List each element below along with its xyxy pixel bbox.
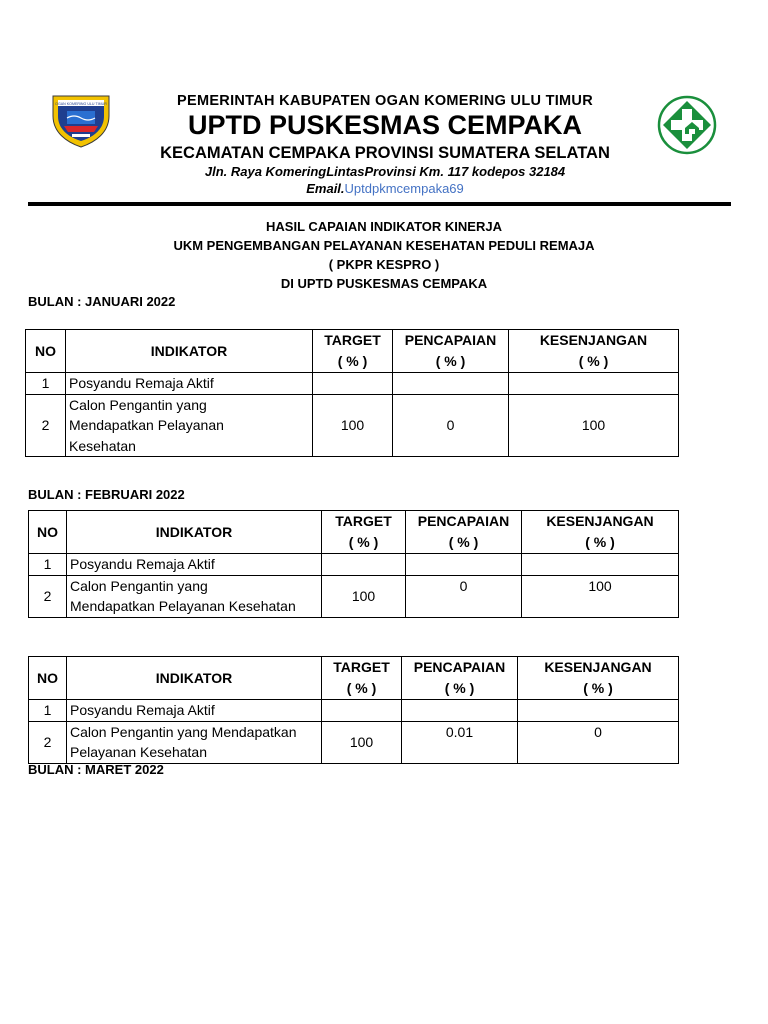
col-header-indikator: INDIKATOR [66,330,313,373]
cell-target: 100 [322,575,406,617]
table-row [29,700,679,722]
regency-crest-logo [50,94,112,148]
col-header-no: NO [29,657,67,700]
cell-no: 2 [26,394,66,457]
report-title-line-3: ( PKPR KESPRO ) [328,257,440,272]
cell-pencapaian [406,554,522,576]
cell-kesenjangan: 100 [509,394,679,457]
email-label: Email. [306,181,345,196]
col-header-target: TARGET ( % ) [322,657,402,700]
government-name: PEMERINTAH KABUPATEN OGAN KOMERING ULU TIMUR [177,93,593,109]
puskesmas-logo [656,94,718,156]
cell-target: 100 [313,394,393,457]
cell-pencapaian: 0.01 [402,721,518,763]
col-header-no: NO [26,330,66,373]
cell-target [322,700,402,722]
cell-kesenjangan: 100 [522,575,679,617]
cell-target: 100 [322,721,402,763]
cell-pencapaian [393,373,509,395]
col-header-pencapaian: PENCAPAIAN ( % ) [402,657,518,700]
cell-pencapaian: 0 [406,575,522,617]
col-header-indikator: INDIKATOR [67,657,322,700]
indicator-table-march [28,656,679,764]
cell-pencapaian [402,700,518,722]
institution-name: UPTD PUSKESMAS CEMPAKA [187,110,583,140]
col-header-indikator: INDIKATOR [67,511,322,554]
report-title-line-4: DI UPTD PUSKESMAS CEMPAKA [280,276,488,291]
cell-indikator: Posyandu Remaja Aktif [66,373,313,395]
table-row [29,721,679,763]
table-row [26,373,679,395]
cell-indikator: Posyandu Remaja Aktif [67,700,322,722]
crest-lettering: OGAN KOMERING ULU TIMUR [55,102,107,106]
cell-no: 1 [29,554,67,576]
address-line: Jln. Raya KomeringLintasProvinsi Km. 117 kodepos 32184 [204,164,566,179]
report-title-line-1: HASIL CAPAIAN INDIKATOR KINERJA [266,219,502,234]
cell-kesenjangan: 0 [518,721,679,763]
district-line: KECAMATAN CEMPAKA PROVINSI SUMATERA SELATAN [160,144,610,162]
table-row [26,394,679,457]
cell-indikator: Calon Pengantin yang Mendapatkan Pelayanan Kesehatan [66,394,313,457]
cell-no: 2 [29,721,67,763]
email-line [130,181,640,196]
col-header-kesenjangan: KESENJANGAN ( % ) [509,330,679,373]
cell-no: 1 [26,373,66,395]
table-row [29,554,679,576]
report-title-line-2: UKM PENGEMBANGAN PELAYANAN KESEHATAN PEDULI REMAJA [173,238,595,253]
col-header-target: TARGET ( % ) [313,330,393,373]
cell-kesenjangan [522,554,679,576]
month-label: BULAN : FEBRUARI 2022 [28,487,185,502]
col-header-kesenjangan: KESENJANGAN ( % ) [518,657,679,700]
cell-pencapaian: 0 [393,394,509,457]
col-header-pencapaian: PENCAPAIAN ( % ) [393,330,509,373]
indicator-table-january [25,329,679,457]
table-row [29,575,679,617]
indicator-table-february [28,510,679,618]
month-label: BULAN : MARET 2022 [28,762,164,777]
email-link[interactable]: Uptdpkmcempaka69 [344,181,464,196]
table-header-row [29,511,679,554]
cell-indikator: Calon Pengantin yang Mendapatkan Pelayanan Kesehatan [67,721,322,763]
header-divider [28,202,731,206]
table-header-row [29,657,679,700]
cell-indikator: Calon Pengantin yang Mendapatkan Pelayanan Kesehatan [67,575,322,617]
col-header-pencapaian: PENCAPAIAN ( % ) [406,511,522,554]
cell-no: 2 [29,575,67,617]
cell-target [322,554,406,576]
col-header-target: TARGET ( % ) [322,511,406,554]
cell-kesenjangan [518,700,679,722]
cell-indikator: Posyandu Remaja Aktif [67,554,322,576]
col-header-no: NO [29,511,67,554]
cell-kesenjangan [509,373,679,395]
col-header-kesenjangan: KESENJANGAN ( % ) [522,511,679,554]
table-header-row [26,330,679,373]
cell-no: 1 [29,700,67,722]
cell-target [313,373,393,395]
month-label: BULAN : JANUARI 2022 [28,294,176,309]
